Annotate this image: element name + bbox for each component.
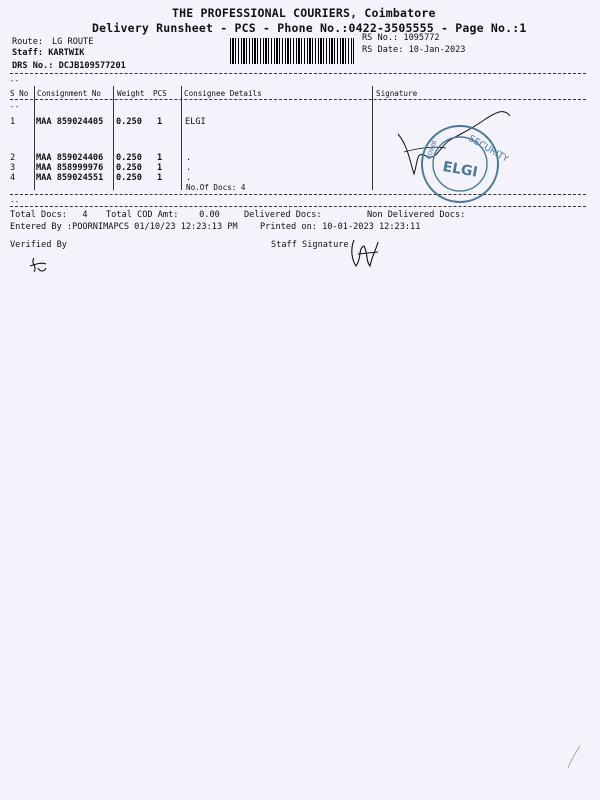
stamp-ring-left: COIMB [425,139,439,161]
drs-number: DRS No.: DCJB109577201 [12,61,126,71]
printed-on: Printed on: 10-01-2023 12:23:11 [260,222,421,232]
row-pcs: 1 [157,163,163,173]
row-consignment: MAA 859024406 [36,153,104,163]
staff-signature-label: Staff Signature [271,240,349,250]
row-consignment: MAA 859024405 [36,117,104,127]
col-header-consignee: Consignee Details [184,89,262,98]
barcode [230,38,354,64]
no-of-docs: No.Of Docs: 4 [186,183,246,192]
dash-marker: -- [10,76,20,85]
row-sno: 1 [10,117,16,127]
rs-number: RS No.: 1095772 [362,33,440,43]
dash-marker: -- [10,102,20,111]
col-header-pcs: PCS [153,89,167,98]
route-label: Route: [12,37,44,47]
row-consignment: MAA 858999976 [36,163,104,173]
row-consignee: . [186,153,192,163]
column-divider [34,86,35,190]
row-consignee: . [186,173,192,183]
route-value: LG ROUTE [52,37,94,47]
row-sno: 4 [10,173,16,183]
staff-signature-mark [348,236,384,272]
row-sno: 3 [10,163,16,173]
stamp-ring-top: SECURITY [466,133,510,165]
col-header-signature: Signature [376,89,418,98]
column-divider [181,86,182,190]
dash-marker: -- [10,197,20,206]
total-docs: Total Docs: 4 [10,210,88,220]
stamp-center: ELGI [441,158,479,181]
column-divider [113,86,114,190]
total-cod: Total COD Amt: 0.00 [106,210,220,220]
delivered-docs: Delivered Docs: [244,210,322,220]
row-consignee: . [186,163,192,173]
row-sno: 2 [10,153,16,163]
signature-and-stamp [380,100,530,210]
row-pcs: 1 [157,173,163,183]
row-consignee: ELGI [185,117,206,127]
staff-name: Staff: KARTWIK [12,48,85,58]
table-top-rule [10,73,586,74]
runsheet-title: Delivery Runsheet - PCS - Phone No.:0422-3505555 - Page No.:1 [92,21,527,35]
col-header-consignment: Consignment No [37,89,102,98]
column-divider [372,86,373,190]
non-delivered-docs: Non Delivered Docs: [367,210,466,220]
row-pcs: 1 [157,153,163,163]
row-weight: 0.250 [116,117,142,127]
col-header-weight: Weight [117,89,145,98]
row-weight: 0.250 [116,153,142,163]
company-name: THE PROFESSIONAL COURIERS, Coimbatore [172,6,436,20]
verifier-signature [26,254,52,278]
col-header-sno: S No [10,89,29,98]
row-weight: 0.250 [116,173,142,183]
row-weight: 0.250 [116,163,142,173]
corner-pen-mark [564,744,584,772]
row-pcs: 1 [157,117,163,127]
rs-date: RS Date: 10-Jan-2023 [362,45,466,55]
verified-by: Verified By [10,240,67,250]
entered-by: Entered By :POORNIMAPCS 01/10/23 12:23:13 PM [10,222,238,232]
row-consignment: MAA 859024551 [36,173,104,183]
